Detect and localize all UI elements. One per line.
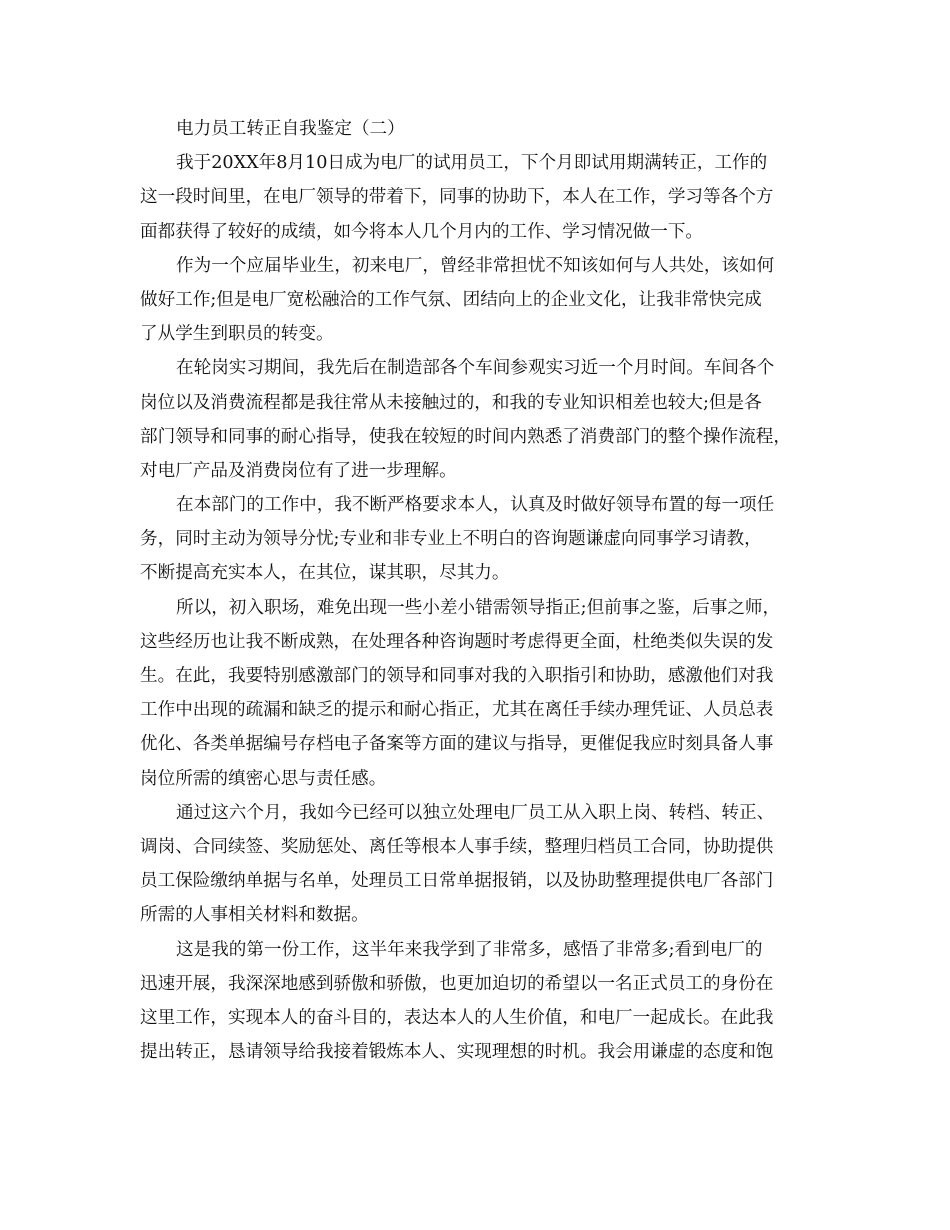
text-line: 做好工作;但是电厂宽松融洽的工作气氛、团结向上的企业文化，让我非常快完成: [140, 289, 762, 310]
text-line: 这是我的第一份工作，这半年来我学到了非常多，感悟了非常多;看到电厂的: [176, 939, 763, 960]
text-line: 优化、各类单据编号存档电子备案等方面的建议与指导，更催促我应时刻具备人事: [140, 734, 774, 755]
text-line: 在本部门的工作中，我不断严格要求本人，认真及时做好领导布置的每一项任: [176, 495, 775, 516]
text-line: 提出转正，恳请领导给我接着锻炼本人、实现理想的时机。我会用谦虚的态度和饱: [140, 1042, 774, 1063]
text-line: 作为一个应届毕业生，初来电厂，曾经非常担忧不知该如何与人共处，该如何: [176, 255, 775, 276]
paragraph-3: [140, 351, 824, 488]
document-title: 电力员工转正自我鉴定（二）: [176, 119, 405, 139]
text-line: 部门领导和同事的耐心指导，使我在较短的时间内熟悉了消费部门的整个操作流程，: [140, 426, 791, 447]
text-line: 岗位以及消费流程都是我往常从未接触过的，和我的专业知识相差也较大;但是各: [140, 392, 762, 413]
text-line: 员工保险缴纳单据与名单，处理员工日常单据报销，以及协助整理提供电厂各部门: [140, 871, 774, 892]
text-line: 面都获得了较好的成绩，如今将本人几个月内的工作、学习情况做一下。: [140, 221, 704, 242]
paragraph-2: [140, 249, 824, 352]
document-body: [140, 112, 824, 1069]
paragraph-5: [140, 591, 824, 796]
paragraph-1: [140, 146, 824, 249]
text-line: 工作中出现的疏漏和缺乏的提示和耐心指正，尤其在离任手续办理凭证、人员总表: [140, 700, 774, 721]
text-line: 这里工作，实现本人的奋斗目的，表达本人的人生价值，和电厂一起成长。在此我: [140, 1007, 774, 1028]
text-line: 生。在此，我要特别感激部门的领导和同事对我的入职指引和协助，感激他们对我: [140, 666, 774, 686]
text-line: 这些经历也让我不断成熟，在处理各种咨询题时考虑得更全面，杜绝类似失误的发: [140, 631, 774, 652]
text-line: 所需的人事相关材料和数据。: [140, 905, 369, 926]
text-line: 通过这六个月，我如今已经可以独立处理电厂员工从入职上岗、转档、转正、: [176, 802, 775, 823]
paragraph-6: [140, 796, 824, 933]
text-line: 对电厂产品及消费岗位有了进一步理解。: [140, 460, 457, 481]
text-line: 这一段时间里，在电厂领导的带着下，同事的协助下，本人在工作，学习等各个方: [140, 187, 774, 208]
text-line: 岗位所需的缜密心思与责任感。: [140, 768, 387, 789]
text-line: 不断提高充实本人，在其位，谋其职，尽其力。: [140, 563, 510, 584]
paragraph-4: [140, 488, 824, 591]
paragraph-7: [140, 933, 824, 1070]
text-line: 在轮岗实习期间，我先后在制造部各个车间参观实习近一个月时间。车间各个: [176, 358, 775, 379]
text-line: 务，同时主动为领导分忧;专业和非专业上不明白的咨询题谦虚向同事学习请教，: [140, 529, 762, 550]
text-line: 调岗、合同续签、奖励惩处、离任等根本人事手续，整理归档员工合同，协助提供: [140, 836, 774, 857]
text-line: 了从学生到职员的转变。: [140, 324, 334, 345]
text-line: 我于20XX年8月10日成为电厂的试用员工，下个月即试用期满转正，工作的: [176, 153, 768, 174]
text-line: 迅速开展，我深深地感到骄傲和骄傲，也更加迫切的希望以一名正式员工的身份在: [140, 973, 774, 994]
text-line: 所以，初入职场，难免出现一些小差小错需领导指正;但前事之鉴，后事之师，: [176, 597, 781, 618]
